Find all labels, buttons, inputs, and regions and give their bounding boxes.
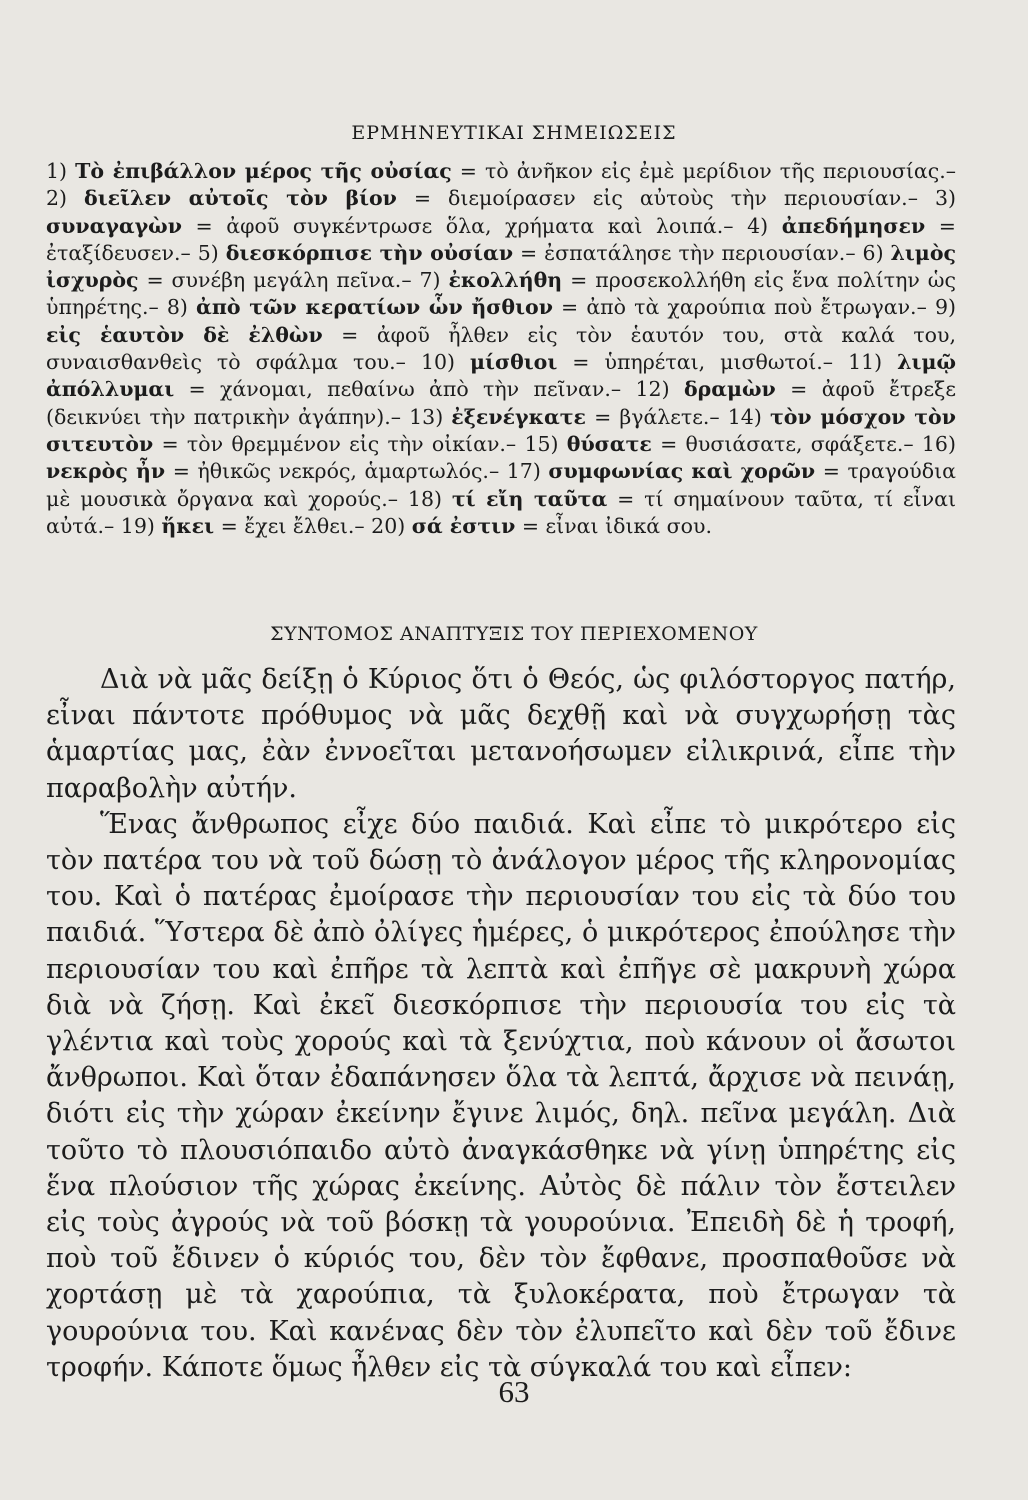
note-term: μίσθιοι	[470, 350, 558, 375]
page-number: 63	[498, 1374, 530, 1409]
paragraph: Διὰ νὰ μᾶς δείξῃ ὁ Κύριος ὅτι ὁ Θεός, ὡς φιλόστοργος πατήρ, εἶναι πάντοτε πρόθυμος νὰ μᾶς δεχθῇ καὶ νὰ συγχωρήσῃ τὰς ἁμαρτίας μας, ἐὰν ἐννοεῖται μετανοήσωμεν εἰλικρινά, εἶπε τὴν παραβολὴν αὐτήν.	[46, 664, 956, 804]
note-term: Τὸ ἐπιβάλλον μέρος τῆς οὐσίας	[75, 159, 452, 183]
note-term: νεκρὸς ἦν	[46, 459, 166, 484]
note-definition: συνέβη μεγάλη πεῖνα.	[171, 268, 402, 293]
note-item: 16) νεκρὸς ἦν = ἠθικῶς νεκρός, ἁμαρτωλός.	[46, 431, 956, 484]
note-definition: ἀπὸ τὰ χαρούπια ποὺ ἔτρωγαν.	[586, 295, 917, 320]
note-number: 17)	[506, 459, 549, 484]
note-number: 6)	[862, 240, 891, 265]
note-number: 2)	[46, 186, 85, 211]
note-item: 4) ἀπεδήμησεν = ἐταξίδευσεν.	[46, 213, 956, 265]
note-definition: τραγούδια μὲ μουσικὰ ὄργανα καὶ χορούς.	[46, 459, 956, 511]
note-number: 5)	[197, 240, 226, 265]
note-item: 7) ἐκολλήθη = προσεκολλήθη εἰς ἕνα πολίτην ὡς ὑπηρέτης.	[46, 268, 956, 320]
note-definition: βγάλετε.	[619, 404, 710, 429]
note-term: λιμῷ ἀπόλλυμαι	[46, 350, 956, 402]
note-number: 4)	[747, 213, 782, 238]
note-term: διεῖλεν αὐτοῖς τὸν βίον	[84, 186, 397, 211]
note-item: 8) ἀπὸ τῶν κερατίων ὧν ἤσθιον = ἀπὸ τὰ χαρούπια ποὺ ἔτρωγαν.	[166, 295, 917, 320]
note-definition: ἐταξίδευσεν.	[46, 240, 181, 265]
note-number: 12)	[635, 377, 684, 402]
note-number: 10)	[420, 350, 471, 375]
note-term: σά ἐστιν	[411, 513, 516, 538]
note-definition: χάνομαι, πεθαίνω ἀπὸ τὴν πεῖναν.	[220, 377, 611, 402]
note-definition: θυσιάσατε, σφάξετε.	[685, 431, 904, 456]
note-item: 3) συναγαγὼν = ἀφοῦ συγκέντρωσε ὅλα, χρήματα καὶ λοιπά.	[46, 186, 956, 238]
section-title: ΣΥΝΤΟΜΟΣ ΑΝΑΠΤΥΞΙΣ ΤΟΥ ΠΕΡΙΕΧΟΜΕΝΟΥ	[270, 623, 758, 645]
note-number: 13)	[409, 404, 452, 429]
note-definition: ἐσπατάλησε τὴν περιουσίαν.	[544, 240, 846, 265]
note-definition: ἠθικῶς νεκρός, ἁμαρτωλός.	[197, 459, 489, 484]
note-item: 1) Τὸ ἐπιβάλλον μέρος τῆς οὐσίας = τὸ ἀνῆκον εἰς ἐμὲ μερίδιον τῆς περιουσίας.	[46, 159, 946, 183]
note-item: 12) δραμὼν = ἀφοῦ ἔτρεξε (δεικνύει τὴν πατρικὴν ἀγάπην).	[46, 377, 956, 429]
note-number: 1)	[46, 159, 76, 183]
note-item: 11) λιμῷ ἀπόλλυμαι = χάνομαι, πεθαίνω ἀπὸ τὴν πεῖναν.	[46, 350, 956, 402]
note-item: 2) διεῖλεν αὐτοῖς τὸν βίον = διεμοίρασεν εἰς αὐτοὺς τὴν περιουσίαν.	[46, 186, 908, 211]
note-definition: τὸν θρεμμένον εἰς τὴν οἰκίαν.	[186, 431, 506, 456]
note-definition: εἶναι ἰδικά σου.	[545, 513, 712, 538]
note-term: ἐξενέγκατε	[451, 404, 586, 429]
note-item: 6) λιμὸς ἰσχυρὸς = συνέβη μεγάλη πεῖνα.	[46, 240, 956, 293]
note-item: 5) διεσκόρπισε τὴν οὐσίαν = ἐσπατάλησε τὴν περιουσίαν.	[197, 240, 846, 265]
note-term: συναγαγὼν	[46, 213, 182, 238]
note-number: 8)	[166, 295, 197, 320]
note-item: 13) ἐξενέγκατε = βγάλετε.	[409, 404, 710, 429]
page-header: ΕΡΜΗΝΕΥΤΙΚΑΙ ΣΗΜΕΙΩΣΕΙΣ	[351, 122, 677, 144]
note-item: 17) συμφωνίας καὶ χορῶν = τραγούδια μὲ μουσικὰ ὄργανα καὶ χορούς.	[46, 459, 956, 511]
note-definition: ἔχει ἔλθει.	[244, 513, 355, 538]
note-item: 19) ἥκει = ἔχει ἔλθει.	[120, 513, 355, 538]
note-number: 11)	[848, 350, 898, 375]
note-definition: τὸ ἀνῆκον εἰς ἐμὲ μερίδιον τῆς περιουσίας.	[484, 159, 946, 183]
note-number: 14)	[727, 404, 770, 429]
note-item: 10) μίσθιοι = ὑπηρέται, μισθωτοί.	[420, 350, 823, 375]
note-term: ἥκει	[161, 513, 215, 538]
note-item: 18) τί εἴη ταῦτα = τί σημαίνουν ταῦτα, τί εἶναι αὐτά.	[46, 486, 956, 538]
note-number: 7)	[419, 268, 449, 293]
note-item: 15) θύσατε = θυσιάσατε, σφάξετε.	[524, 431, 904, 456]
note-term: δραμὼν	[683, 377, 776, 402]
note-definition: ἀφοῦ ἔτρεξε (δεικνύει τὴν πατρικὴν ἀγάπην).	[46, 377, 956, 429]
note-term: θύσατε	[566, 431, 652, 456]
note-number: 20)	[371, 513, 412, 538]
note-number: 18)	[407, 486, 452, 511]
note-term: ἀπὸ τῶν κερατίων ὧν ἤσθιον	[196, 295, 553, 320]
note-term: διεσκόρπισε τὴν οὐσίαν	[225, 240, 514, 265]
note-item: 20) σά ἐστιν = εἶναι ἰδικά σου.	[371, 513, 712, 538]
note-number: 3)	[934, 186, 956, 211]
interpretive-notes: 1) Τὸ ἐπιβάλλον μέρος τῆς οὐσίας = τὸ ἀνῆκον εἰς ἐμὲ μερίδιον τῆς περιουσίας.– 2) διεῖλεν αὐτοῖς τὸν βίον = διεμοίρασεν εἰς αὐτοὺς τὴν περιουσίαν.– 3) συναγαγὼν = ἀφοῦ συγκέντρωσε ὅλα, χρήματα καὶ λοιπά.– 4) ἀπεδήμησεν = ἐταξίδευσεν.– 5) διεσκόρπισε τὴν οὐσίαν = ἐσπατάλησε τὴν περιουσίαν.– 6) λιμὸς ἰσχυρὸς = συνέβη μεγάλη πεῖνα.– 7) ἐκολλήθη = προσεκολλήθη εἰς ἕνα πολίτην ὡς ὑπηρέτης.– 8) ἀπὸ τῶν κερατίων ὧν ἤσθιον = ἀπὸ τὰ χαρούπια ποὺ ἔτρωγαν.– 9) εἰς ἑαυτὸν δὲ ἐλθὼν = ἀφοῦ ἦλθεν εἰς τὸν ἑαυτόν του, στὰ καλά του, συναισθανθεὶς τὸ σφάλμα του.– 10) μίσθιοι = ὑπηρέται, μισθωτοί.– 11) λιμῷ ἀπόλλυμαι = χάνομαι, πεθαίνω ἀπὸ τὴν πεῖναν.– 12) δραμὼν = ἀφοῦ ἔτρεξε (δεικνύει τὴν πατρικὴν ἀγάπην).– 13) ἐξενέγκατε = βγάλετε.– 14) τὸν μόσχον τὸν σιτευτὸν = τὸν θρεμμένον εἰς τὴν οἰκίαν.– 15) θύσατε = θυσιάσατε, σφάξετε.– 16) νεκρὸς ἦν = ἠθικῶς νεκρός, ἁμαρτωλός.– 17) συμφωνίας καὶ χορῶν = τραγούδια μὲ μουσικὰ ὄργανα καὶ χορούς.– 18) τί εἴη ταῦτα = τί σημαίνουν ταῦτα, τί εἶναι αὐτά.– 19) ἥκει = ἔχει ἔλθει.– 20) σά ἐστιν = εἶναι ἰδικά σου.	[46, 159, 957, 538]
note-number: 15)	[524, 431, 567, 456]
note-number: 19)	[120, 513, 162, 538]
note-number: 16)	[921, 431, 956, 456]
note-term: τί εἴη ταῦτα	[451, 486, 608, 511]
note-definition: προσεκολλήθη εἰς ἕνα πολίτην ὡς ὑπηρέτης.	[46, 268, 956, 320]
note-term: συμφωνίας καὶ χορῶν	[548, 459, 816, 484]
note-term: ἀπεδήμησεν	[781, 213, 926, 238]
paragraph: Ἕνας ἄνθρωπος εἶχε δύο παιδιά. Καὶ εἶπε τὸ μικρότερο εἰς τὸν πατέρα του νὰ τοῦ δώσῃ τὸ ἀνάλογον μέρος τῆς κληρονομίας του. Καὶ ὁ πατέρας ἐμοίρασε τὴν περιουσίαν του εἰς τὰ δύο του παιδιά. Ὕστερα δὲ ἀπὸ ὀλίγες ἡμέρες, ὁ μικρότερος ἐπούλησε τὴν περιουσίαν του καὶ ἐπῆρε τὰ λεπτὰ καὶ ἐπῆγε σὲ μακρυνὴ χώρα διὰ νὰ ζήσῃ. Καὶ ἐκεῖ διεσκόρπισε τὴν περιουσία του εἰς τὰ γλέντια καὶ τοὺς χορούς καὶ τὰ ξενύχτια, ποὺ κάνουν οἱ ἄσωτοι ἄνθρωποι. Καὶ ὅταν ἐδαπάνησεν ὅλα τὰ λεπτά, ἄρχισε νὰ πεινάῃ, διότι εἰς τὴν χώραν ἐκείνην ἔγινε λιμός, δηλ. πεῖνα μεγάλη. Διὰ τοῦτο τὸ πλουσιόπαιδο αὐτὸ ἀναγκάσθηκε νὰ γίνῃ ὑπηρέτης εἰς ἕνα πλούσιον τῆς χώρας ἐκείνης. Αὐτὸς δὲ πάλιν τὸν ἔστειλεν εἰς τοὺς ἀγρούς νὰ τοῦ βόσκῃ τὰ γουρούνια. Ἐπειδὴ δὲ ἡ τροφή, ποὺ τοῦ ἔδινεν ὁ κύριός του, δὲν τὸν ἔφθανε, προσπαθοῦσε νὰ χορτάσῃ μὲ τὰ χαρούπια, τὰ ξυλοκέρατα, ποὺ ἔτρωγαν τὰ γουρούνια του. Καὶ κανένας δὲν τὸν ἐλυπεῖτο καὶ δὲν τοῦ ἔδινε τροφήν. Κάποτε ὅμως ἦλθεν εἰς τὰ σύγκαλά του καὶ εἶπεν:	[46, 808, 956, 1383]
summary-text	[46, 662, 956, 1386]
note-item: 14) τὸν μόσχον τὸν σιτευτὸν = τὸν θρεμμένον εἰς τὴν οἰκίαν.	[46, 404, 956, 456]
note-definition: τί σημαίνουν ταῦτα, τί εἶναι αὐτά.	[46, 486, 956, 538]
note-definition: ὑπηρέται, μισθωτοί.	[604, 350, 823, 375]
note-definition: ἀφοῦ συγκέντρωσε ὅλα, χρήματα καὶ λοιπά.	[226, 213, 724, 238]
note-item: 9) εἰς ἑαυτὸν δὲ ἐλθὼν = ἀφοῦ ἦλθεν εἰς τὸν ἑαυτόν του, στὰ καλά του, συναισθανθεὶς τὸ σφάλμα του.	[46, 295, 956, 375]
note-definition: ἀφοῦ ἦλθεν εἰς τὸν ἑαυτόν του, στὰ καλά του, συναισθανθεὶς τὸ σφάλμα του.	[46, 322, 956, 375]
note-term: λιμὸς ἰσχυρὸς	[46, 240, 956, 293]
note-definition: διεμοίρασεν εἰς αὐτοὺς τὴν περιουσίαν.	[448, 186, 908, 211]
note-term: τὸν μόσχον τὸν σιτευτὸν	[46, 404, 956, 456]
note-number: 9)	[934, 295, 956, 320]
note-term: ἐκολλήθη	[448, 268, 563, 293]
note-term: εἰς ἑαυτὸν δὲ ἐλθὼν	[46, 322, 323, 347]
